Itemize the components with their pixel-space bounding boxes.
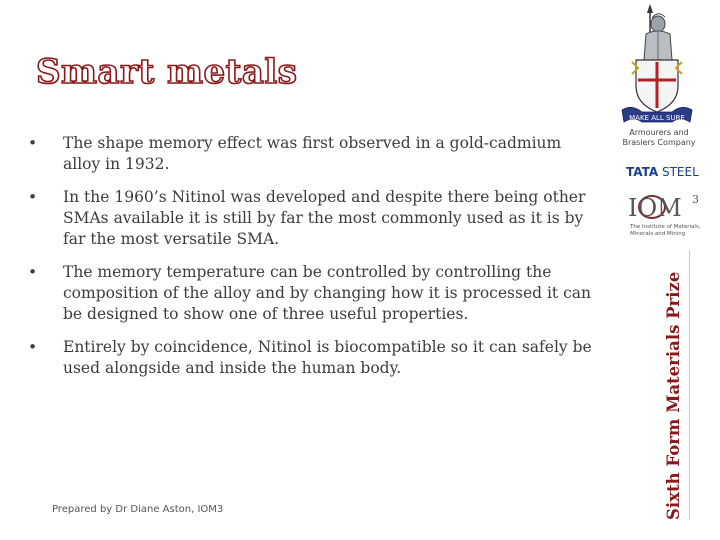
bullet-list (28, 133, 593, 391)
bullet-text: The memory temperature can be controlled by controlling the composition of the alloy and by changing how it is processed it can be designed to show one of three useful properties. (63, 263, 591, 323)
bullet-marker: • (28, 338, 38, 356)
bullet-item (28, 187, 593, 250)
sidebar-divider (689, 250, 690, 520)
iom-logo-text: IOM (628, 194, 682, 221)
crest-motto: MAKE ALL SURE (629, 114, 685, 122)
armourers-line-2: Brasiers Company (622, 138, 696, 147)
iom3-logo-icon (626, 191, 706, 221)
tata-steel-logo (626, 165, 699, 179)
iom-superscript: 3 (692, 193, 699, 206)
armourers-line-1: Armourers and (629, 128, 689, 137)
armourers-crest-icon (612, 4, 702, 128)
bullet-marker: • (28, 134, 38, 152)
bullet-marker: • (28, 263, 38, 281)
tata-steel-word: STEEL (661, 165, 699, 179)
bullet-marker: • (28, 188, 38, 206)
bullet-item (28, 337, 593, 379)
slide-title: Smart metals (36, 52, 298, 92)
bullet-text: The shape memory effect was first observed in a gold-cadmium alloy in 1932. (63, 134, 562, 173)
iom-caption: The Institute of Materials, Minerals and Mining (630, 224, 701, 237)
bullet-text: Entirely by coincidence, Nitinol is biocompatible so it can safely be used alongside and inside the human body. (63, 338, 592, 377)
bullet-item (28, 262, 593, 325)
armourers-company-label (600, 128, 718, 148)
bullet-text: In the 1960’s Nitinol was developed and despite there being other SMAs available it is still by far the most commonly used as it is by far the most versatile SMA. (63, 188, 586, 248)
tata-brand: TATA (626, 165, 659, 179)
footer-credit: Prepared by Dr Diane Aston, IOM3 (52, 504, 224, 515)
vertical-prize-title: Sixth Form Materials Prize (664, 271, 683, 520)
bullet-item (28, 133, 593, 175)
